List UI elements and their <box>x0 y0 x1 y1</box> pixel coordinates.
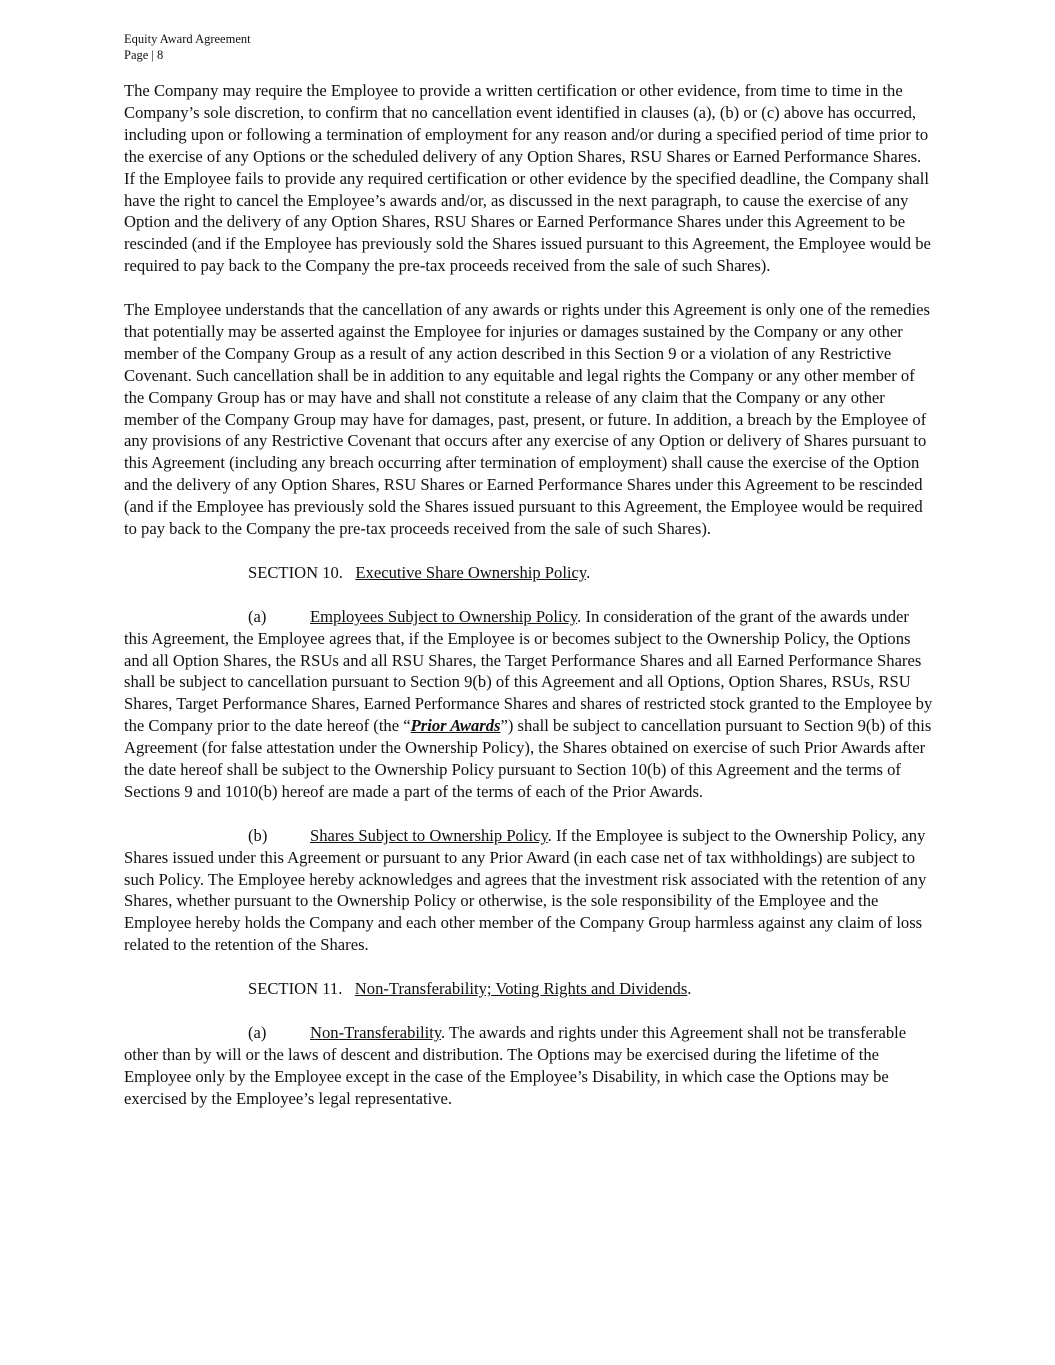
section-11a-title: Non-Transferability <box>310 1022 442 1042</box>
section-10b-marker: (b) <box>248 825 268 845</box>
section-11-period: . <box>687 979 692 999</box>
defined-term-prior-awards: Prior Awards <box>410 716 501 736</box>
section-10-period: . <box>586 562 591 582</box>
section-10-label: SECTION 10. <box>248 562 343 582</box>
section-10b-title: Shares Subject to Ownership Policy <box>310 825 548 845</box>
document-body <box>124 80 936 1131</box>
section-10b-text: . If the Employee is subject to the Ownership Policy, any Shares issued under this Agreement or pursuant to any Prior Award (in each case net of tax withholdings) are subject to such Policy. The Employee hereby acknowledges and agrees that the investment risk associated with the retention of any Shares, whether pursuant to the Ownership Policy or otherwise, is the sole responsibility of the Employee and the Employee hereby holds the Company and each other member of the Company Group harmless against any claim of loss related to the retention of the Shares. <box>124 825 927 955</box>
header-page-number: Page | 8 <box>124 48 164 62</box>
section-11-title: Non-Transferability; Voting Rights and Dividends <box>354 979 688 999</box>
section-10a-text-after: ”) shall be subject to cancellation pursuant to Section 9(b) of this Agreement (for false attestation under the Ownership Policy), the Shares obtained on exercise of such Prior Awards after the date hereof shall be subject to the Ownership Policy pursuant to Section 10(b) of this Agreement and the terms of Sections 9 and 1010(b) hereof are made a part of the terms of each of the Prior Awards. <box>124 716 932 801</box>
section-11-heading <box>124 978 936 1000</box>
paragraph-certification: The Company may require the Employee to provide a written certification or other evidence, from time to time in the Company’s sole discretion, to confirm that no cancellation event identified in clauses (a), (b) or (c) above has occurred, including upon or following a termination of employment for any reason and/or during a specified period of time prior to the exercise of any Options or the scheduled delivery of any Option Shares, RSU Shares or Earned Performance Shares. If the Employee fails to provide any required certification or other evidence by the specified deadline, the Company shall have the right to cancel the Employee’s awards and/or, as discussed in the next paragraph, to cause the exercise of any Option and the delivery of any Option Shares, RSU Shares or Earned Performance Shares under this Agreement to be rescinded (and if the Employee has previously sold the Shares issued pursuant to this Agreement, the Employee would be required to pay back to the Company the pre-tax proceeds received from the sale of such Shares). <box>124 81 931 276</box>
section-11-label: SECTION 11. <box>248 979 343 999</box>
section-10a-marker: (a) <box>248 606 267 626</box>
section-11a-marker: (a) <box>248 1022 267 1042</box>
section-10-heading <box>124 562 936 584</box>
paragraph-remedies: The Employee understands that the cancellation of any awards or rights under this Agreement is only one of the remedies that potentially may be asserted against the Employee for injuries or damages sustained by the Company or any other member of the Company Group as a result of any action described in this Section 9 or a violation of any Restrictive Covenant. Such cancellation shall be in addition to any equitable and legal rights the Company or any other member of the Company Group has or may have and shall not constitute a release of any claim that the Company or any other member of the Company Group may have for damages, past, present, or future. In addition, a breach by the Employee of any provisions of any Restrictive Covenant that occurs after any exercise of any Option or delivery of Shares pursuant to this Agreement (including any breach occurring after termination of employment) shall cause the exercise of the Option and the delivery of any Option Shares, RSU Shares or Earned Performance Shares under this Agreement to be rescinded (and if the Employee has previously sold the Shares issued pursuant to this Agreement, the Employee would be required to pay back to the Company the pre-tax proceeds received from the sale of such Shares). <box>124 300 930 539</box>
section-10b-paragraph <box>124 825 936 956</box>
section-10a-title: Employees Subject to Ownership Policy <box>310 606 578 626</box>
section-11a-text: . The awards and rights under this Agreement shall not be transferable other than by will or the laws of descent and distribution. The Options may be exercised during the lifetime of the Employee only by the Employee except in the case of the Employee’s Disability, in which case the Options may be exercised by the Employee’s legal representative. <box>124 1022 907 1108</box>
section-10-title: Executive Share Ownership Policy <box>355 562 587 582</box>
page-header <box>124 31 251 63</box>
section-10a-paragraph <box>124 606 936 803</box>
header-doc-title: Equity Award Agreement <box>124 32 251 46</box>
section-10a-text-before: . In consideration of the grant of the awards under this Agreement, the Employee agrees that, if the Employee is or becomes subject to the Ownership Policy, the Options and all Option Shares, the RSUs and all RSU Shares, the Target Performance Shares and all Earned Performance Shares shall be subject to cancellation pursuant to Section 9(b) of this Agreement and all Options, Option Shares, RSUs, RSU Shares, Target Performance Shares, Earned Performance Shares and shares of restricted stock granted to the Employee by the Company prior to the date hereof (the “ <box>124 606 933 736</box>
section-11a-paragraph <box>124 1022 936 1110</box>
